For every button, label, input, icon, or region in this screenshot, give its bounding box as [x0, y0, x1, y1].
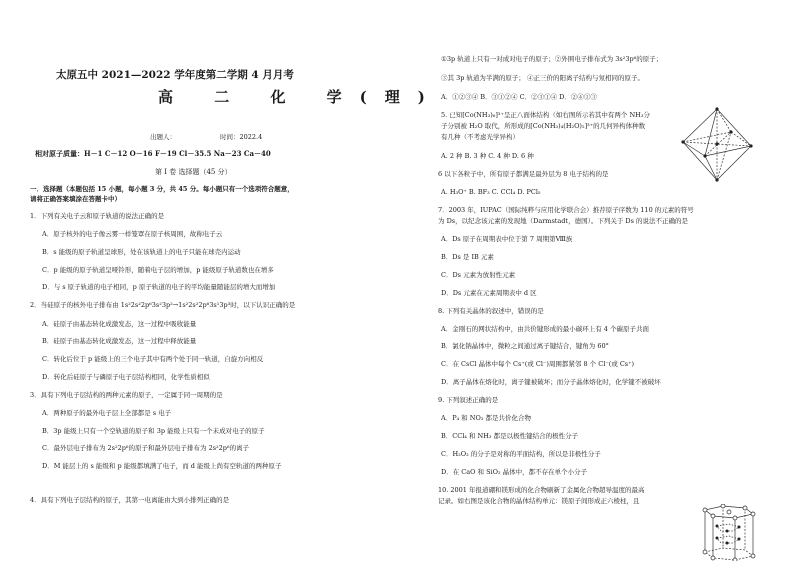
question-option: C．H₂O₂ 的分子是对称的平面结构，所以是非极性分子 [441, 450, 601, 458]
q5-line-3: 有几种（不考虑光学异构） [441, 133, 519, 141]
q5-line-1: 5. 已知[Co(NH₃)₆]³⁺呈正八面体结构（如右图所示若其中有两个 NH₃分 [441, 111, 650, 119]
question-option: D．离子晶体在熔化时，离子键被破坏；而分子晶体熔化时，化学键不被破坏 [441, 378, 661, 386]
subject-title: 高 二 化 学(理) [158, 88, 443, 106]
question-option: A．Ds 原子在周期表中位于第 7 周期第Ⅷ族 [441, 235, 573, 243]
question-option: C．p 能级的原子轨道呈哑铃形，随着电子层的增加，p 能级原子轨道数也在增多 [42, 266, 274, 274]
q10-line-1: 10. 2001 年报道硼和镁形成的化合物刷新了金属化合物超导温度的最高 [438, 486, 645, 494]
part-one-heading: 第 I 卷 选择题（45 分） [155, 168, 232, 176]
question-option: A．金刚石的网状结构中，由共价键形成的最小碳环上有 4 个碳原子共面 [441, 325, 649, 333]
section-title-cont: 请将正确答案填涂在答题卡中） [30, 195, 121, 203]
question-option: A．两种原子的最外电子层上全部都是 s 电子 [42, 409, 172, 417]
question-option: D．转化后硅原子与磷原子电子层结构相同，化学性质相似 [42, 373, 210, 381]
question-option: B．CCl₄ 和 NH₃ 都是以极性键结合的极性分子 [441, 432, 579, 440]
question-option: D．在 CaO 和 SiO₂ 晶体中，都不存在单个小分子 [441, 468, 588, 476]
question-option: D．与 s 原子轨道的电子相同，p 原子轨道的电子的平均能量随能层的增大而增加 [42, 283, 276, 291]
hexagonal-prism-figure [693, 504, 759, 561]
q5-line-2: 子分别被 H₂O 取代，所形成的[Co(NH₃)₄(H₂O)₂]³⁺的几何异构体种数 [441, 122, 646, 130]
atomic-masses: 相对原子质量：H－1 C－12 O－16 F－19 Cl－35.5 Na－23 Ca－40 [35, 149, 271, 158]
question-option: A．硅原子由基态转化成激发态，这一过程中吸收能量 [42, 320, 197, 328]
exam-time: 时间：2022.4 [220, 133, 263, 141]
q4-choices: A．①②③④ B．③①②④ C．②③①④ D．②④①③ [441, 93, 597, 101]
q5-choices: A. 2 种 B. 3 种 C. 4 种 D. 6 种 [441, 152, 534, 160]
question-option: A．原子核外的电子像云雾一样笼罩在原子核周围，故称电子云 [42, 230, 223, 238]
question-stem: 1．下列有关电子云和原子轨道的说法正确的是 [30, 212, 165, 220]
question-option: D．Ds 元素在元素周期表中 d 区 [441, 289, 537, 297]
question-option: D．M 能层上的 s 能级和 p 能级都填满了电子，而 d 能级上尚有空轨道的两种原子 [42, 462, 282, 470]
question-stem: 4．具有下列电子层结构的原子，其第一电离能由大到小排列正确的是 [30, 496, 230, 504]
question-option: C．在 CsCl 晶体中每个 Cs⁺(或 Cl⁻)周围都紧邻 8 个 Cl⁻(或 Cs⁺) [441, 360, 635, 368]
exam-title: 太原五中 2021—2022 学年度第二学期 4 月月考 [56, 69, 294, 81]
q8-stem: 8. 下列有关晶体的叙述中，错误的是 [438, 307, 544, 315]
question-option: C．转化后位于 p 能级上的三个电子其中有两个处于同一轨道，自旋方向相反 [42, 355, 264, 363]
q9-stem: 9. 下列叙述正确的是 [438, 396, 499, 404]
question-stem: 3．具有下列电子层结构的两种元素的原子，一定属于同一周期的是 [30, 391, 223, 399]
question-option: A．P₄ 和 NO₂ 都是共价化合物 [441, 414, 531, 422]
question-option: B．氯化钠晶体中，微粒之间通过离子键结合，键角为 60° [441, 342, 609, 350]
question-option: B．Ds 是 IB 元素 [441, 253, 494, 261]
question-option: B．硅原子由基态转化成激发态，这一过程中释放能量 [42, 337, 197, 345]
question-option: C．最外层电子排布为 2s²2p⁶的原子和最外层电子排布为 2s²2p⁶的离子 [42, 444, 250, 452]
section-title: 一．选择题（本题包括 15 小题，每小题 3 分，共 45 分。每小题只有一个选项符合题意， [30, 185, 294, 193]
q7-line-2: 为 Ds，以纪念该元素的发现地（Darmstadt，德国）。下列关于 Ds 的说法不正确的是 [438, 217, 688, 225]
q6-choices: A. H₃O⁺ B. BF₃ C. CCl₄ D. PCl₅ [441, 188, 541, 196]
q4-line-1: ①3p 轨道上只有一对成对电子的原子；②外围电子排布式为 3s²3p⁶的原子； [441, 55, 663, 63]
octahedron-figure [675, 106, 759, 184]
question-option: C．Ds 元素为放射性元素 [441, 271, 516, 279]
question-option: B．s 能级的原子轨道呈球形，处在该轨道上的电子只能在球壳内运动 [42, 248, 241, 256]
question-option: B．3p 能级上只有一个空轨道的原子和 3p 能级上只有一个未成对电子的原子 [42, 427, 265, 435]
q6-stem: 6 以下各粒子中，所有原子都满足最外层为 8 电子结构的是 [438, 170, 609, 178]
q7-line-1: 7．2003 年，IUPAC（国际纯粹与应用化学联合会）推荐原子序数为 110 的元素的符号 [438, 206, 694, 214]
author-label: 出题人： [150, 133, 176, 141]
question-stem: 2．当硅原子的核外电子排布由 1s²2s²2p⁶3s²3p²→1s²2s²2p⁶3s¹3p³时，以下认识正确的是 [30, 301, 296, 309]
q4-line-2: ③其 3p 轨道为半满的原子； ④正三价的阳离子结构与氖相同的原子。 [441, 74, 644, 82]
q10-line-2: 记录。如右图是该化合物的晶体结构单元：镁原子间形成正六棱柱，且 [438, 497, 640, 505]
